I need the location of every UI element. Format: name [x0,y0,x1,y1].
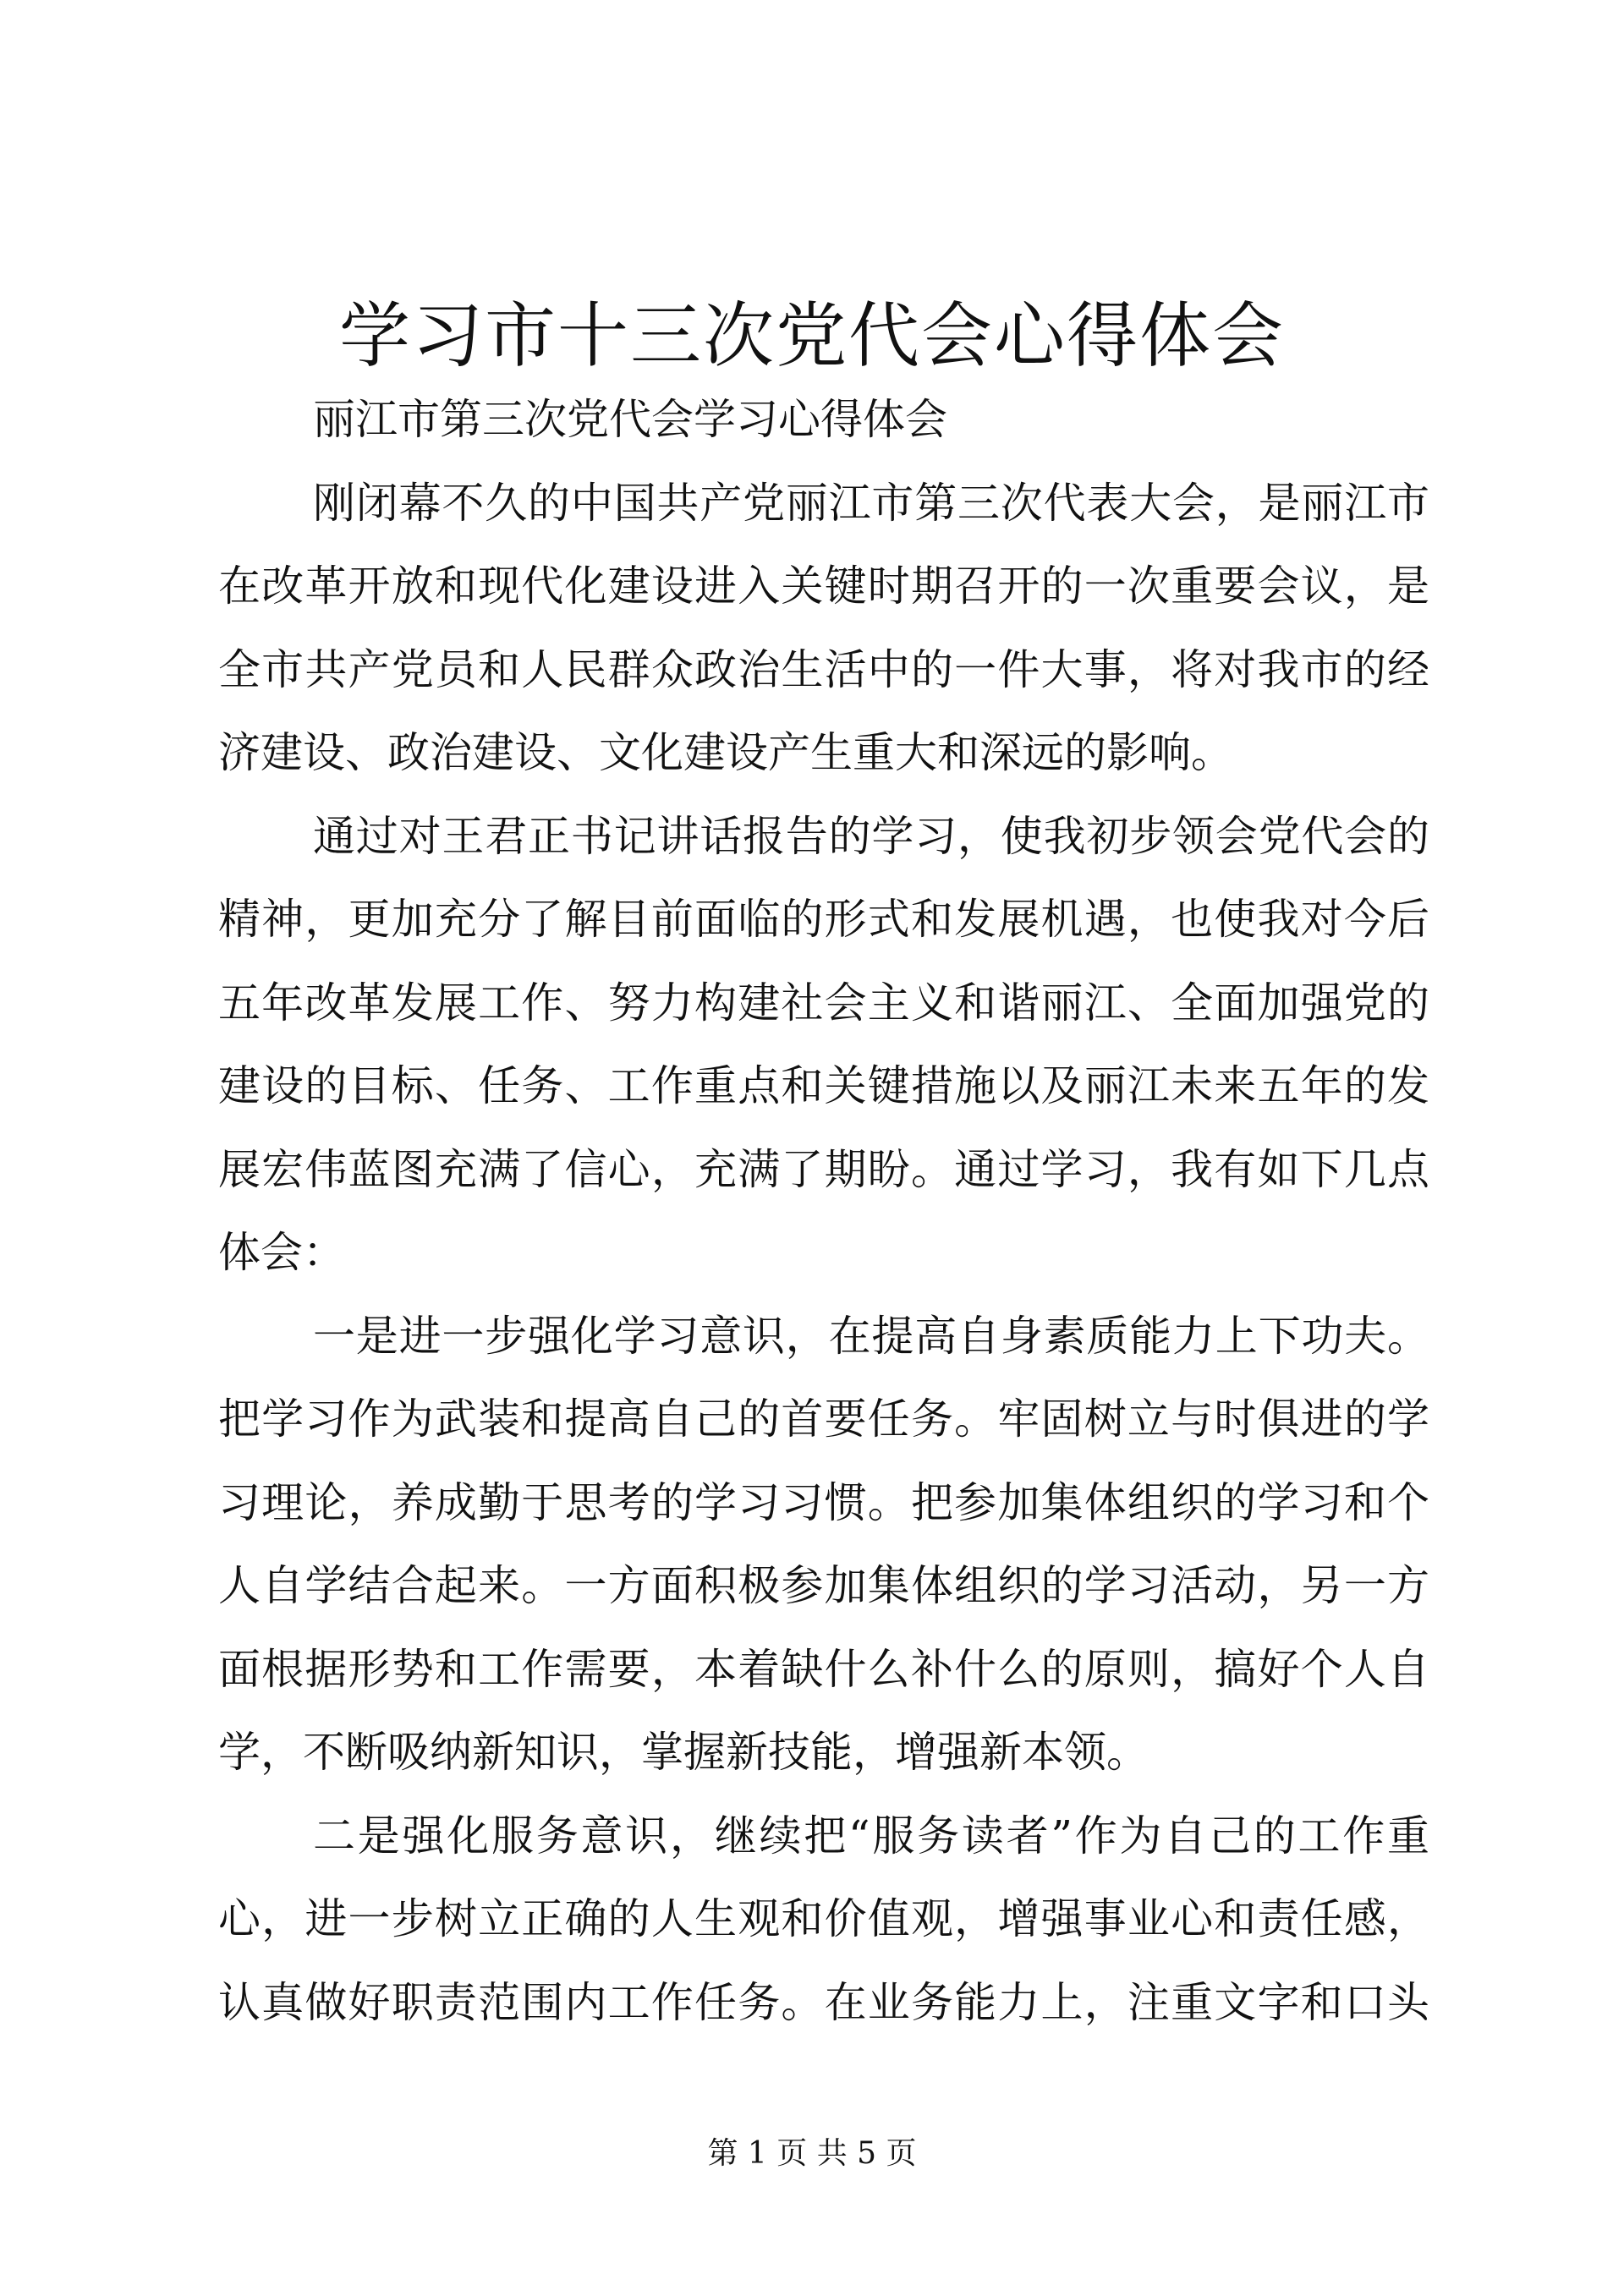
text-line: 展宏伟蓝图充满了信心，充满了期盼。通过学习，我有如下几点 [218,1144,1429,1194]
text-line: 一是进一步强化学习意识，在提高自身素质能力上下功夫。 [313,1311,1429,1361]
text-line: 济建设、政治建设、文化建设产生重大和深远的影响。 [218,728,1233,777]
page-number-footer: 第 1 页 共 5 页 [707,2136,917,2171]
text-line: 心，进一步树立正确的人生观和价值观，增强事业心和责任感， [218,1894,1429,1943]
text-line: 建设的目标、任务、工作重点和关键措施以及丽江未来五年的发 [218,1061,1429,1110]
text-line: 认真做好职责范围内工作任务。在业务能力上，注重文字和口头 [218,1977,1429,2027]
paragraph [218,462,1429,795]
text-line: 面根据形势和工作需要，本着缺什么补什么的原则，搞好个人自 [218,1644,1429,1694]
paragraph [218,378,1429,462]
text-line: 人自学结合起来。一方面积极参加集体组织的学习活动，另一方 [218,1561,1429,1610]
text-line: 把学习作为武装和提高自己的首要任务。牢固树立与时俱进的学 [218,1395,1429,1444]
text-line: 全市共产党员和人民群众政治生活中的一件大事，将对我市的经 [218,644,1429,694]
text-line: 二是强化服务意识，继续把“服务读者”作为自己的工作重 [313,1811,1429,1860]
text-line: 在改革开放和现代化建设进入关键时期召开的一次重要会议，是 [218,562,1429,611]
document-body [218,378,1429,2044]
text-line: 体会： [218,1228,345,1277]
paragraph [218,795,1429,1295]
text-line: 刚闭幕不久的中国共产党丽江市第三次代表大会，是丽江市 [313,478,1429,528]
text-line: 丽江市第三次党代会学习心得体会 [313,395,947,444]
document-title: 学习市十三次党代会心得体会 [338,294,1285,377]
paragraph [218,1795,1429,2045]
text-line: 通过对王君正书记讲话报告的学习，使我初步领会党代会的 [313,811,1429,861]
text-line: 五年改革发展工作、努力构建社会主义和谐丽江、全面加强党的 [218,978,1429,1027]
text-line: 学，不断吸纳新知识，掌握新技能，增强新本领。 [218,1728,1149,1777]
text-line: 习理论，养成勤于思考的学习习惯。把参加集体组织的学习和个 [218,1477,1429,1527]
paragraph [218,1295,1429,1795]
text-line: 精神，更加充分了解目前面临的形式和发展机遇，也使我对今后 [218,895,1429,944]
